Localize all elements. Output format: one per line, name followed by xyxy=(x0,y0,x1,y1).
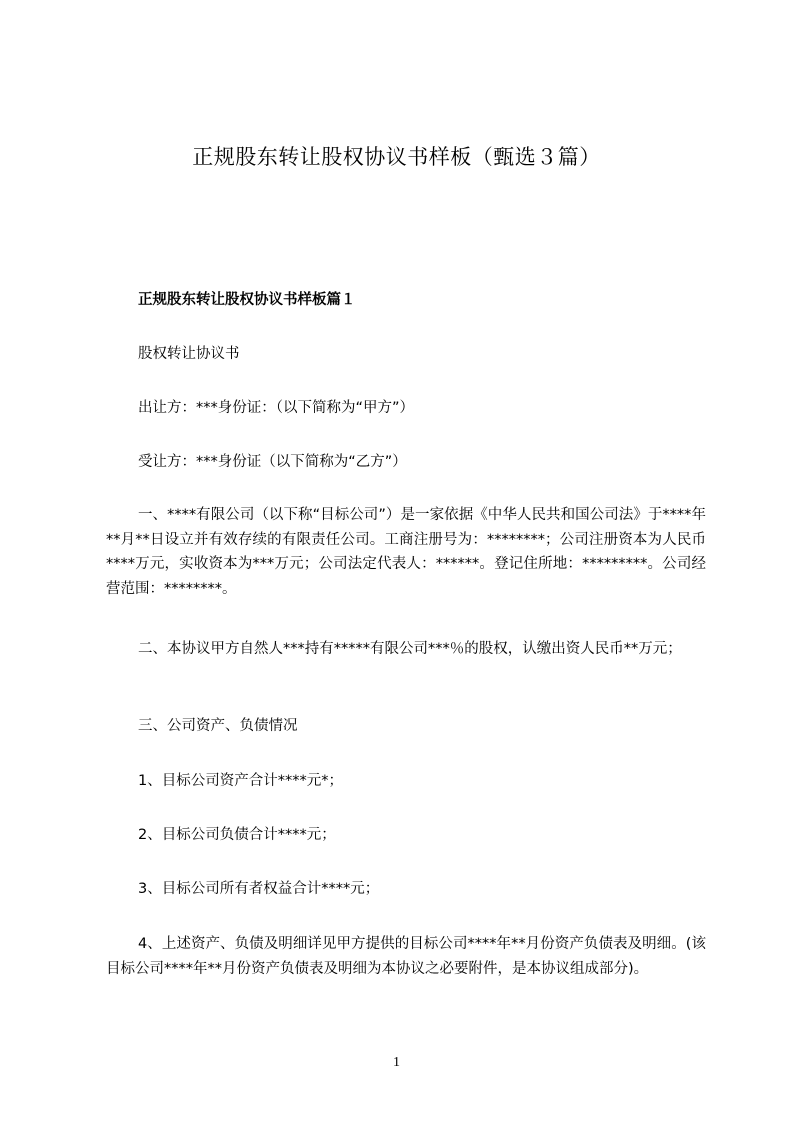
transferee-line: 受让方：***身份证（以下简称为“乙方”） xyxy=(138,454,407,470)
page-number: 1 xyxy=(393,1055,400,1070)
list-item-assets: 1、目标公司资产合计****元*； xyxy=(138,773,343,789)
clause-three-heading: 三、公司资产、负债情况 xyxy=(138,718,298,734)
agreement-name: 股权转让协议书 xyxy=(138,346,240,362)
clause-two-paragraph: 二、本协议甲方自然人***持有*****有限公司***％的股权，认缴出资人民币**万元； xyxy=(138,641,682,657)
document-title: 正规股东转让股权协议书样板（甄选３篇） xyxy=(192,145,601,169)
list-item-balance-sheet: 4、上述资产、负债及明细详见甲方提供的目标公司****年**月份资产负债表及明细。(该目标公司****年**月份资产负债表及明细为本协议之必要附件，是本协议组成部分)。 xyxy=(106,936,706,977)
clause-one-paragraph: 一、****有限公司（以下称“目标公司”）是一家依据《中华人民共和国公司法》于****年**月**日设立并有效存续的有限责任公司。工商注册号为：********；公司注册资本为人民币****万元，实收资本为***万元；公司法定代表人：******。登记住所地：*********。公司经营范围：********。 xyxy=(106,507,706,597)
list-item-liabilities: 2、目标公司负债合计****元； xyxy=(138,827,336,843)
list-item-equity: 3、目标公司所有者权益合计****元； xyxy=(138,881,380,897)
section-heading: 正规股东转让股权协议书样板篇１ xyxy=(138,292,356,308)
transferor-line: 出让方：***身份证：（以下简称为“甲方”） xyxy=(138,400,415,416)
